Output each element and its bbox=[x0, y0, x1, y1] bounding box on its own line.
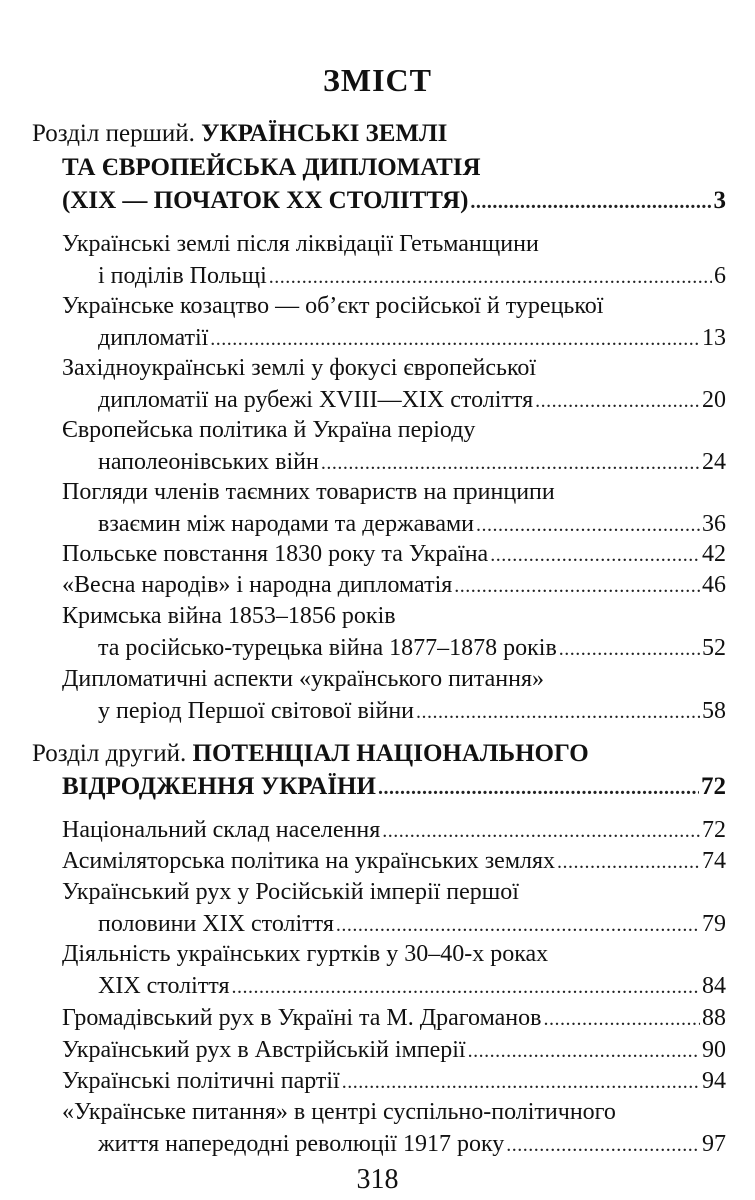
toc2-entry-7-page: 97 bbox=[702, 1131, 726, 1157]
leader-dots bbox=[342, 1065, 700, 1098]
toc-entry-3-page: 24 bbox=[702, 449, 726, 475]
toc2-entry-4-row[interactable] bbox=[62, 1002, 726, 1034]
section-1-title-line2: ТА ЄВРОПЕЙСЬКА ДИПЛОМАТІЯ bbox=[62, 154, 481, 181]
toc-entry-7-row[interactable] bbox=[98, 632, 726, 664]
leader-dots bbox=[559, 632, 700, 665]
section-1-title-line3: (XIX — ПОЧАТОК XX СТОЛІТТЯ) bbox=[62, 187, 469, 214]
toc2-entry-3-row[interactable] bbox=[98, 970, 726, 1002]
toc2-entry-5-row[interactable] bbox=[62, 1034, 726, 1066]
toc-entry-8-row[interactable] bbox=[98, 695, 726, 727]
toc-entry-8-line1[interactable]: Дипломатичні аспекти «українського питання» bbox=[62, 666, 544, 692]
toc-entry-8-page: 58 bbox=[702, 698, 726, 724]
page-title: ЗМІСТ bbox=[323, 62, 432, 98]
toc-entry-1-page: 13 bbox=[702, 325, 726, 351]
toc-entry-1-row[interactable] bbox=[98, 322, 726, 354]
toc2-entry-2-row[interactable] bbox=[98, 908, 726, 940]
toc-entry-0-line1[interactable]: Українські землі після ліквідації Гетьманщини bbox=[62, 231, 539, 257]
leader-dots bbox=[232, 970, 700, 1003]
toc-entry-7-line2: та російсько-турецька війна 1877–1878 років bbox=[98, 635, 557, 661]
toc-entry-6-page: 46 bbox=[702, 572, 726, 598]
toc-entry-7-page: 52 bbox=[702, 635, 726, 661]
leader-dots bbox=[543, 1002, 700, 1035]
toc-entry-0-row[interactable] bbox=[98, 260, 726, 292]
section-2-heading bbox=[32, 738, 732, 770]
section-1-heading bbox=[32, 118, 732, 150]
leader-dots bbox=[416, 695, 700, 728]
toc2-entry-5-line1: Український рух в Австрійській імперії bbox=[62, 1037, 466, 1063]
toc-entry-6-row[interactable] bbox=[62, 569, 726, 601]
toc2-entry-2-line1[interactable]: Український рух у Російській імперії першої bbox=[62, 879, 519, 905]
toc2-entry-6-page: 94 bbox=[702, 1068, 726, 1094]
section-2-title-line2-row[interactable] bbox=[62, 771, 726, 803]
toc-entry-4-page: 36 bbox=[702, 511, 726, 537]
page-number: 318 bbox=[356, 1164, 399, 1195]
leader-dots bbox=[557, 845, 700, 878]
toc-entry-3-line2: наполеонівських війн bbox=[98, 449, 319, 475]
toc-entry-6-line1: «Весна народів» і народна дипломатія bbox=[62, 572, 453, 598]
toc2-entry-4-line1: Громадівський рух в Україні та М. Драгоманов bbox=[62, 1005, 542, 1031]
section-2-prefix: Розділ другий. bbox=[32, 740, 187, 767]
toc2-entry-2-line2: половини XIX століття bbox=[98, 911, 334, 937]
toc2-entry-1-page: 74 bbox=[702, 848, 726, 874]
section-2-page: 72 bbox=[701, 773, 726, 800]
toc2-entry-1-line1: Асиміляторська політика на українських землях bbox=[62, 848, 556, 874]
toc2-entry-3-line2: XIX століття bbox=[98, 973, 230, 999]
leader-dots bbox=[336, 908, 700, 941]
toc2-entry-6-line1: Українські політичні партії bbox=[62, 1068, 340, 1094]
toc-entry-2-line1[interactable]: Західноукраїнські землі у фокусі європейської bbox=[62, 355, 537, 381]
toc-entry-5-page: 42 bbox=[702, 541, 726, 567]
toc2-entry-6-row[interactable] bbox=[62, 1065, 726, 1097]
leader-dots bbox=[535, 384, 700, 417]
toc-entry-1-line2: дипломатії bbox=[98, 325, 209, 351]
leader-dots bbox=[506, 1128, 700, 1161]
toc-entry-3-line1[interactable]: Європейська політика й Україна періоду bbox=[62, 417, 476, 443]
leader-dots bbox=[490, 538, 700, 571]
leader-dots bbox=[269, 260, 712, 293]
toc2-entry-4-page: 88 bbox=[702, 1005, 726, 1031]
toc-entry-2-line2: дипломатії на рубежі XVIII—XIX століття bbox=[98, 387, 534, 413]
toc2-entry-2-page: 79 bbox=[702, 911, 726, 937]
toc-entry-4-row[interactable] bbox=[98, 508, 726, 540]
leader-dots bbox=[468, 1034, 700, 1067]
toc2-entry-3-line1[interactable]: Діяльність українських гуртків у 30–40-х роках bbox=[62, 941, 549, 967]
toc2-entry-3-page: 84 bbox=[702, 973, 726, 999]
toc-entry-5-row[interactable] bbox=[62, 538, 726, 570]
toc-entry-4-line1[interactable]: Погляди членів таємних товариств на принципи bbox=[62, 479, 555, 505]
leader-dots bbox=[382, 814, 700, 847]
section-2-title-line1: ПОТЕНЦІАЛ НАЦІОНАЛЬНОГО bbox=[192, 740, 589, 767]
section-2-title-line2: ВІДРОДЖЕННЯ УКРАЇНИ bbox=[62, 773, 376, 800]
section-1-prefix: Розділ перший. bbox=[32, 120, 195, 147]
section-1-page: 3 bbox=[713, 187, 726, 214]
leader-dots bbox=[210, 322, 700, 355]
toc2-entry-1-row[interactable] bbox=[62, 845, 726, 877]
leader-dots bbox=[378, 771, 699, 804]
toc-entry-2-row[interactable] bbox=[98, 384, 726, 416]
leader-dots bbox=[321, 446, 700, 479]
toc2-entry-0-row[interactable] bbox=[62, 814, 726, 846]
toc-entry-2-page: 20 bbox=[702, 387, 726, 413]
toc2-entry-7-row[interactable] bbox=[98, 1128, 726, 1160]
toc-entry-0-page: 6 bbox=[714, 263, 726, 289]
toc2-entry-0-line1: Національний склад населення bbox=[62, 817, 381, 843]
leader-dots bbox=[454, 569, 700, 602]
toc-entry-4-line2: взаємин між народами та державами bbox=[98, 511, 475, 537]
toc-entry-8-line2: у період Першої світової війни bbox=[98, 698, 415, 724]
toc2-entry-7-line2: життя напередодні революції 1917 року bbox=[98, 1131, 505, 1157]
section-1-title-line1: УКРАЇНСЬКІ ЗЕМЛІ bbox=[201, 120, 448, 147]
leader-dots bbox=[470, 185, 711, 218]
toc2-entry-7-line1[interactable]: «Українське питання» в центрі суспільно-політичного bbox=[62, 1099, 616, 1125]
toc-entry-1-line1[interactable]: Українське козацтво — об’єкт російської й турецької bbox=[62, 293, 604, 319]
toc-entry-5-line1: Польське повстання 1830 року та Україна bbox=[62, 541, 489, 567]
toc-entry-0-line2: і поділів Польщі bbox=[98, 263, 267, 289]
toc-entry-7-line1[interactable]: Кримська війна 1853–1856 років bbox=[62, 603, 396, 629]
toc-entry-3-row[interactable] bbox=[98, 446, 726, 478]
toc2-entry-0-page: 72 bbox=[702, 817, 726, 843]
toc2-entry-5-page: 90 bbox=[702, 1037, 726, 1063]
section-1-title-line3-row[interactable] bbox=[62, 185, 726, 217]
leader-dots bbox=[476, 508, 700, 541]
